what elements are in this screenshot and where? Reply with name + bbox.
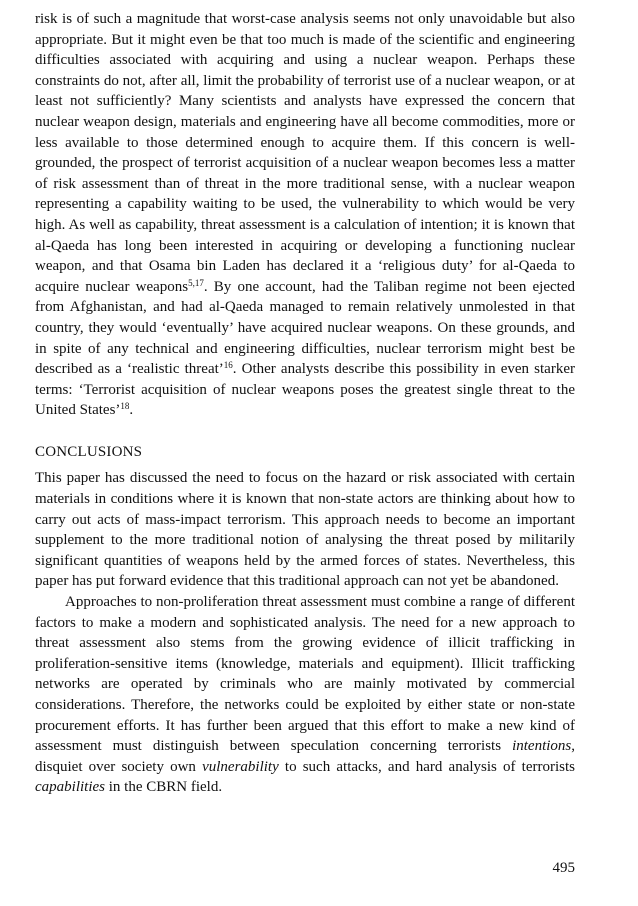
paragraph-conclusions: This paper has discussed the need to focus on the hazard or risk associated with certain materials in conditions where it is known that non-state actors are thinking about how to carry out acts of mass-impact terrorism. This approach needs to become an important supplement to the more traditional notion of analysing the threat posed by militarily significant quantities of weapons held by the armed forces of states. Nevertheless, this paper has put forward evidence that this traditional approach can not yet be abandoned. (35, 470, 575, 590)
footnote-reference: 5,17 (188, 277, 204, 288)
paragraph-text: . By one account, had the Taliban regime not been ejected from Afghanistan, and had al-Qaeda managed to remain relatively unmolested in that country, they would ‘eventually’ have acquired nuclear weapons. On these grounds, and in spite of any technical and engineering difficulties, nuclear terrorism might best be described as a ‘realistic threat’ (35, 278, 575, 378)
paragraph-text: , disquiet over society own (35, 738, 575, 775)
page-number: 495 (552, 860, 575, 876)
emphasis-capabilities: capabilities (35, 779, 105, 796)
paragraph-text: risk is of such a magnitude that worst-case analysis seems not only unavoidable but also appropriate. But it might even be that too much is made of the scientific and engineering difficulties associated with acquiring and using a nuclear weapon. Perhaps these constraints do not, after all, limit the probability of terrorist use of a nuclear weapon, or at least not sufficiently? Many scientists and analysts have expressed the concern that nuclear weapon design, materials and engineering have all become commodities, more or less available to those determined enough to acquire them. If this concern is well-grounded, the prospect of terrorist acquisition of a nuclear weapon becomes less a matter of risk assessment than of threat in the more traditional sense, with a nuclear weapon representing a capability waiting to be used, the vulnerability to which would be very high. As well as capability, threat assessment is a calculation of intention; it is known that al-Qaeda has long been interested in acquiring or developing a functioning nuclear weapon, and that Osama bin Laden has declared it a ‘religious duty’ for al-Qaeda to acquire nuclear weapons (35, 11, 575, 295)
paragraph-text: Approaches to non-proliferation threat assessment must combine a range of different factors to make a modern and sophisticated analysis. The need for a new approach to threat assessment also stems from the growing evidence of illicit trafficking in proliferation-sensitive items (knowledge, materials and equipment). Illicit trafficking networks are operated by criminals who are mainly motivated by commercial considerations. Therefore, the networks could be exploited by either state or non-state procurement efforts. It has further been argued that this effort to make a new kind of assessment must distinguish between speculation concerning terrorists (35, 594, 575, 755)
paragraph-text: to such attacks, and hard analysis of terrorists (278, 758, 575, 775)
emphasis-vulnerability: vulnerability (202, 758, 279, 775)
section-heading-conclusions: CONCLUSIONS (35, 443, 143, 460)
paragraph-text: in the CBRN field. (105, 779, 223, 796)
paragraph-text: . Other analysts describe this possibility in even starker terms: ‘Terrorist acquisition of nuclear weapons poses the greatest single threat to the United States’ (35, 361, 575, 419)
emphasis-intentions: intentions (512, 738, 572, 755)
footnote-reference: 18 (120, 401, 130, 412)
paragraph-approaches (35, 592, 575, 798)
paragraph-threat-assessment (35, 9, 575, 421)
paragraph-text: . (129, 402, 134, 419)
footnote-reference: 16 (223, 360, 233, 371)
page-body (35, 9, 575, 798)
